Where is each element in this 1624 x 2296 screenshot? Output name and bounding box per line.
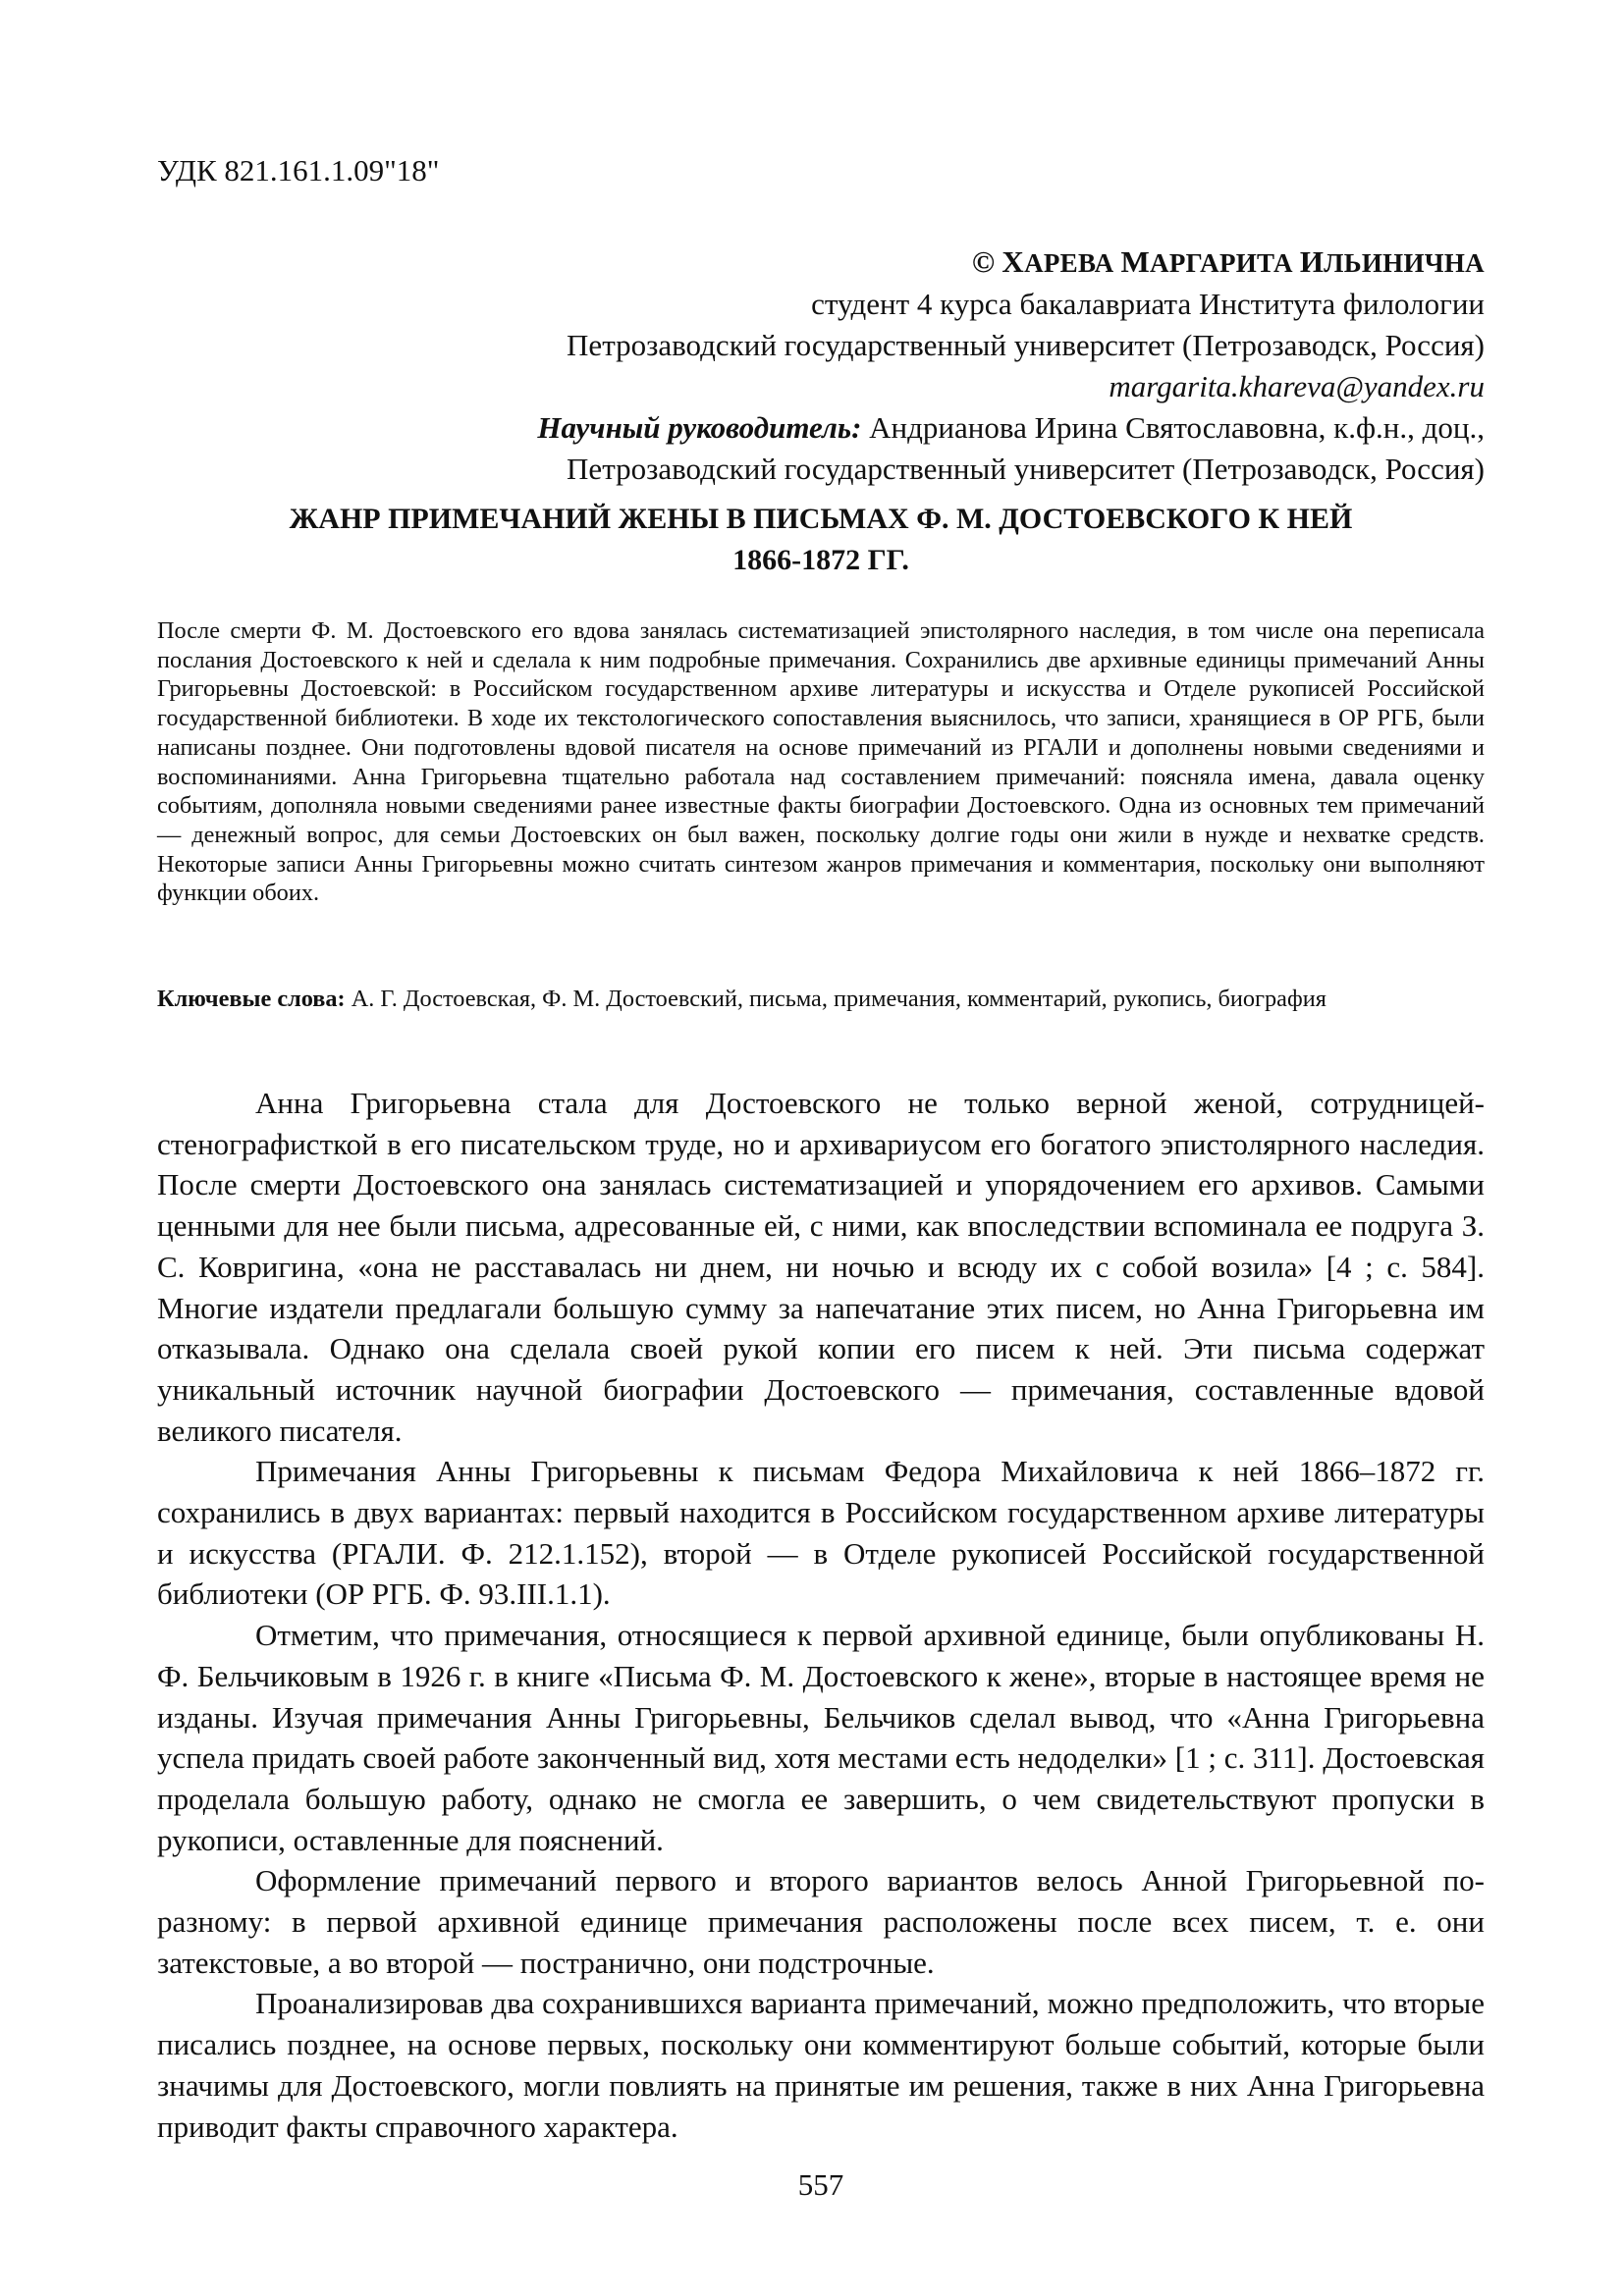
keywords: [157, 985, 1485, 1014]
body-paragraph: Отметим, что примечания, относящиеся к первой архивной единице, были опубликованы Н. Ф. Бельчиковым в 1926 г. в книге «Письма Ф. М. Достоевского к жене», вторые в настоящее время не изданы. Изучая примечания Анны Григорьевны, Бельчиков сделал вывод, что «Анна Григорьевна успела придать своей работе законченный вид, хотя местами есть недоделки» [1 ; с. 311]. Достоевская проделала большую работу, однако не смогла ее завершить, о чем свидетельствуют пропуски в рукописи, оставленные для пояснений.: [157, 1618, 1485, 1857]
author-surname: ХАРЕВА: [1001, 244, 1114, 279]
keywords-text: А. Г. Достоевская, Ф. М. Достоевский, письма, примечания, комментарий, рукопись, биография: [345, 986, 1326, 1012]
author-position: студент 4 курса бакалавриата Института филологии: [811, 287, 1485, 321]
author-email[interactable]: margarita.khareva@yandex.ru: [1109, 369, 1485, 403]
author-first-name: МАРГАРИТА: [1120, 244, 1293, 279]
author-block: [157, 241, 1485, 490]
body-paragraph: Оформление примечаний первого и второго вариантов велось Анной Григорьевной по-разному: в первой архивной единице примечания расположены после всех писем, т. е. они затекстовые, а во второй — постранично, они подстрочные.: [157, 1863, 1485, 1980]
author-patronymic: ИЛЬИНИЧНА: [1299, 244, 1485, 279]
title-line-1: ЖАНР ПРИМЕЧАНИЙ ЖЕНЫ В ПИСЬМАХ Ф. М. ДОСТОЕВСКОГО К НЕЙ: [289, 503, 1353, 535]
keywords-label: Ключевые слова:: [157, 986, 346, 1012]
article-title: [157, 499, 1485, 581]
body-text: [157, 1083, 1485, 2147]
udk-code: УДК 821.161.1.09"18": [157, 153, 440, 187]
abstract: [157, 616, 1485, 908]
title-line-2: 1866-1872 ГГ.: [732, 544, 909, 576]
supervisor-line: [157, 407, 1485, 449]
body-paragraph: Проанализировав два сохранившихся варианта примечаний, можно предположить, что вторые писались позднее, на основе первых, поскольку они комментируют больше событий, которые были значимы для Достоевского, могли повлиять на принятые им решения, также в них Анна Григорьевна приводит факты справочного характера.: [157, 1986, 1485, 2144]
body-paragraph: Анна Григорьевна стала для Достоевского не только верной женой, сотрудницей-стенографисткой в его писательском труде, но и архивариусом его богатого эпистолярного наследия. После смерти Достоевского она занялась систематизацией и упорядочением его архивов. Самыми ценными для нее были письма, адресованные ей, с ними, как впоследствии вспоминала ее подруга З. С. Ковригина, «она не расставалась ни днем, ни ночью и всюду их с собой возила» [4 ; с. 584]. Многие издатели предлагали большую сумму за напечатание этих писем, но Анна Григорьевна им отказывала. Однако она сделала своей рукой копии его писем к ней. Эти письма содержат уникальный источник научной биографии Достоевского — примечания, составленные вдовой великого писателя.: [157, 1086, 1485, 1448]
body-paragraph: Примечания Анны Григорьевны к письмам Федора Михайловича к ней 1866–1872 гг. сохранились в двух вариантах: первый находится в Российском государственном архиве литературы и искусства (РГАЛИ. Ф. 212.1.152), второй — в Отделе рукописей Российской государственной библиотеки (ОР РГБ. Ф. 93.III.1.1).: [157, 1454, 1485, 1612]
page-number: 557: [797, 2167, 844, 2202]
abstract-text: После смерти Ф. М. Достоевского его вдова занялась систематизацией эпистолярного наследия, в том числе она переписала послания Достоевского к ней и сделала к ним подробные примечания. Сохранились две архивные единицы примечаний Анны Григорьевны Достоевской: в Российском государственном архиве литературы и искусства и Отделе рукописей Российской государственной библиотеки. В ходе их текстологического сопоставления выяснилось, что записи, хранящиеся в ОР РГБ, были написаны позднее. Они подготовлены вдовой писателя на основе примечаний из РГАЛИ и дополнены новыми сведениями и воспоминаниями. Анна Григорьевна тщательно работала над составлением примечаний: поясняла имена, давала оценку событиям, дополняла новыми сведениями ранее известные факты биографии Достоевского. Одна из основных тем примечаний — денежный вопрос, для семьи Достоевских он был важен, поскольку долгие годы они жили в нужде и нехватке средств. Некоторые записи Анны Григорьевны можно считать синтезом жанров примечания и комментария, поскольку они выполняют функции обоих.: [157, 617, 1485, 907]
supervisor-affiliation: Петрозаводский государственный университет (Петрозаводск, Россия): [567, 452, 1485, 486]
author-name: [157, 241, 1485, 284]
copyright-symbol: ©: [971, 244, 996, 279]
author-affiliation: Петрозаводский государственный университет (Петрозаводск, Россия): [567, 328, 1485, 362]
supervisor-label: Научный руководитель:: [537, 410, 862, 445]
supervisor-name: Андрианова Ирина Святославовна, к.ф.н., доц.,: [861, 410, 1485, 445]
